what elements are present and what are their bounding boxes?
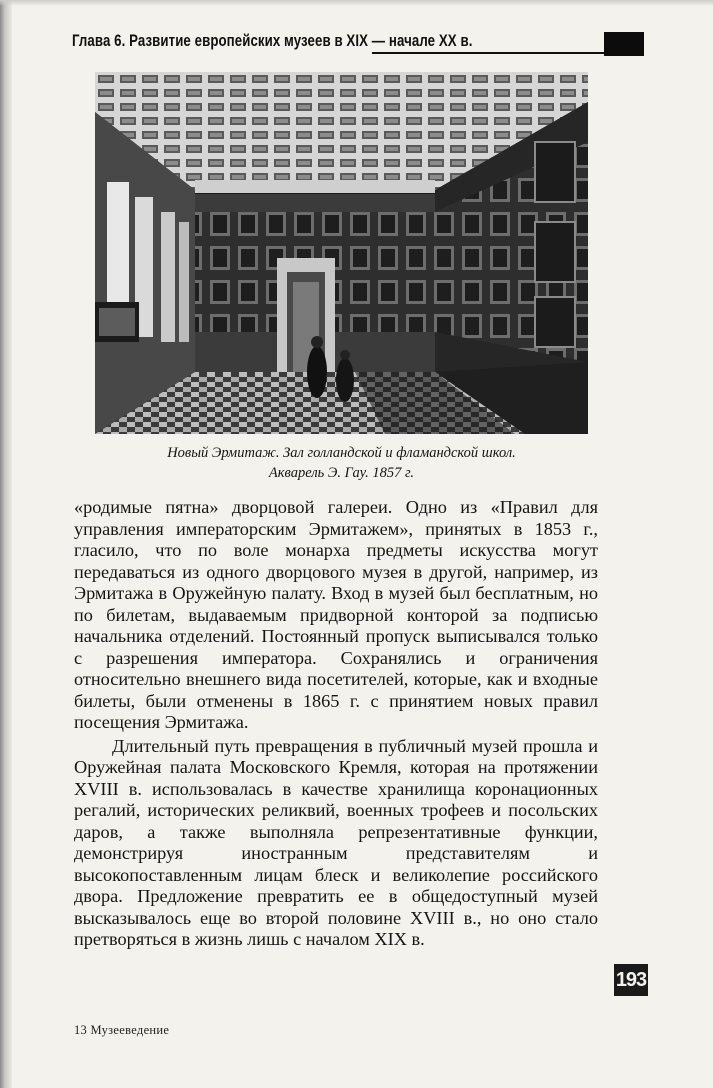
scan-edge [0, 0, 12, 1088]
running-header [72, 28, 644, 58]
header-rule [372, 52, 604, 54]
printer-signature: 13 Музееведение [74, 1023, 170, 1037]
paragraph-1: «родимые пятна» дворцовой галереи. Одно из «Правил для управления императорским Эрмитажем», принятых в 1853 г., гласило, что по воле монарха предметы искусства могут передаваться из одного дворцового музея в другой, например, из Эрмитажа в Оружейную палату. Вход в музей был бесплатным, но по билетам, выдаваемым придворной конторой за подписью начальника отделений. Постоянный пропуск выписывался только с разрешения императора. Сохранялись и ограничения относительно внешнего вида посетителей, которые, как и входные билеты, были отменены в 1865 г. с принятием новых правил посещения Эрмитажа. [74, 497, 598, 732]
caption-line-1: Новый Эрмитаж. Зал голландской и фламандской школ. [167, 445, 516, 461]
hall-drawing [95, 72, 588, 434]
paragraph-2: Длительный путь превращения в публичный музей прошла и Оружейная палата Московского Кремля, которая на протяжении XVIII в. использовалась в качестве хранилища коронационных регалий, исторических реликвий, военных трофеев и посольских даров, а также выполняла репрезентативные функции, демонстрируя иностранным представителям и высокопоставленным лицам блеск и великолепие российского двора. Предложение превратить ее в общедоступный музей высказывалось еще во второй половине XVIII в., но оно стало претворяться в жизнь лишь с началом XIX в. [74, 735, 598, 949]
figure-caption [95, 443, 588, 483]
scan-edge-top [0, 0, 713, 6]
page-number: 193 [614, 964, 648, 996]
caption-line-2: Акварель Э. Гау. 1857 г. [268, 465, 415, 481]
hermitage-hall-illustration [95, 72, 588, 434]
running-title: Глава 6. Развитие европейских музеев в XIX — начале XX в. [72, 31, 473, 50]
header-block [604, 32, 644, 56]
body-text [74, 497, 598, 951]
